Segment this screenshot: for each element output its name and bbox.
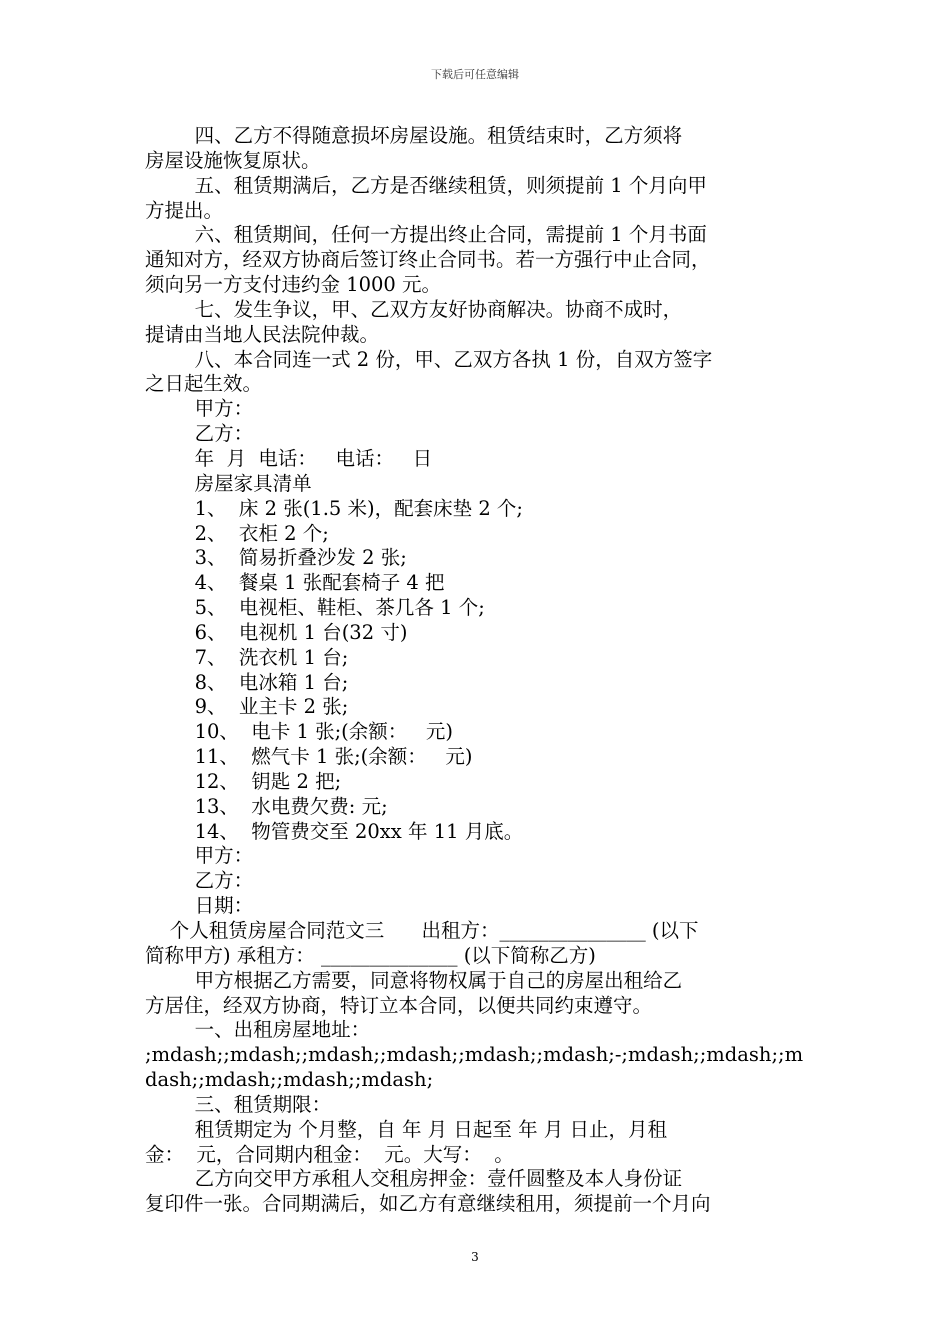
text-line: 8、 电冰箱 1 台; xyxy=(145,670,349,694)
text-line: 须向另一方支付违约金 1000 元。 xyxy=(145,273,442,297)
text-line: 3、 简易折叠沙发 2 张; xyxy=(145,546,407,570)
text-line: 乙方向交甲方承租人交租房押金：壹仟圆整及本人身份证 xyxy=(145,1167,683,1191)
text-line: 日期： xyxy=(145,894,254,918)
text-line: 一、出租房屋地址： xyxy=(145,1018,371,1042)
document-body xyxy=(145,124,810,1217)
text-line: 房屋设施恢复原状。 xyxy=(145,148,321,172)
text-line: 乙方： xyxy=(145,869,254,893)
text-line: 6、 电视机 1 台(32 寸) xyxy=(145,620,408,644)
text-line: 四、乙方不得随意损坏房屋设施。租赁结束时，乙方须将 xyxy=(145,124,683,147)
text-line: 12、 钥匙 2 把; xyxy=(145,769,342,793)
text-line: 10、 电卡 1 张;(余额： 元) xyxy=(145,720,453,744)
text-line: 11、 燃气卡 1 张;(余额： 元) xyxy=(145,745,473,769)
text-line: 简称甲方) 承租方： ______________ (以下简称乙方) xyxy=(145,943,596,967)
text-line: 七、发生争议，甲、乙双方友好协商解决。协商不成时， xyxy=(145,297,683,321)
text-line: 五、租赁期满后，乙方是否继续租赁，则须提前 1 个月向甲 xyxy=(145,173,707,197)
text-line: 甲方： xyxy=(145,397,254,421)
text-line: 个人租赁房屋合同范文三 出租方：_______________ (以下 xyxy=(145,919,699,942)
text-line: 4、 餐桌 1 张配套椅子 4 把 xyxy=(145,571,445,595)
text-line: 2、 衣柜 2 个; xyxy=(145,521,329,545)
header-note: 下载后可任意编辑 xyxy=(431,68,519,81)
text-line: 年 月 电话： 电话： 日 xyxy=(145,446,433,470)
text-line: ;mdash;;mdash;;mdash;;mdash;;mdash;;mdash;-;mdash;;mdash;;m xyxy=(145,1043,804,1067)
text-line: 八、本合同连一式 2 份，甲、乙双方各执 1 份，自双方签字 xyxy=(145,347,713,371)
text-line: 三、租赁期限： xyxy=(145,1092,332,1116)
text-line: 13、 水电费欠费: 元; xyxy=(145,794,388,818)
text-line: 复印件一张。合同期满后，如乙方有意继续租用，须提前一个月向 xyxy=(145,1192,711,1216)
page-number: 3 xyxy=(471,1250,479,1264)
text-line: 金： 元，合同期内租金： 元。大写： 。 xyxy=(145,1142,514,1166)
text-line: 租赁期定为 个月整，自 年 月 日起至 年 月 日止，月租 xyxy=(145,1117,667,1141)
text-line: 乙方： xyxy=(145,422,254,446)
text-line: 方居住，经双方协商，特订立本合同，以便共同约束遵守。 xyxy=(145,993,653,1017)
text-line: 之日起生效。 xyxy=(145,372,263,396)
text-line: 甲方： xyxy=(145,844,254,868)
text-line: dash;;mdash;;mdash;;mdash; xyxy=(145,1068,434,1092)
text-line: 六、租赁期间，任何一方提出终止合同，需提前 1 个月书面 xyxy=(145,223,707,247)
text-line: 通知对方，经双方协商后签订终止合同书。若一方强行中止合同， xyxy=(145,248,711,272)
text-line: 5、 电视柜、鞋柜、茶几各 1 个; xyxy=(145,596,485,620)
text-line: 房屋家具清单 xyxy=(145,471,312,495)
text-line: 1、 床 2 张(1.5 米)，配套床垫 2 个; xyxy=(145,496,523,520)
text-line: 提请由当地人民法院仲裁。 xyxy=(145,322,380,346)
text-line: 9、 业主卡 2 张; xyxy=(145,695,349,719)
text-line: 方提出。 xyxy=(145,198,224,222)
text-line: 14、 物管费交至 20xx 年 11 月底。 xyxy=(145,819,524,843)
text-line: 7、 洗衣机 1 台; xyxy=(145,645,349,669)
text-line: 甲方根据乙方需要，同意将物权属于自己的房屋出租给乙 xyxy=(145,968,683,992)
